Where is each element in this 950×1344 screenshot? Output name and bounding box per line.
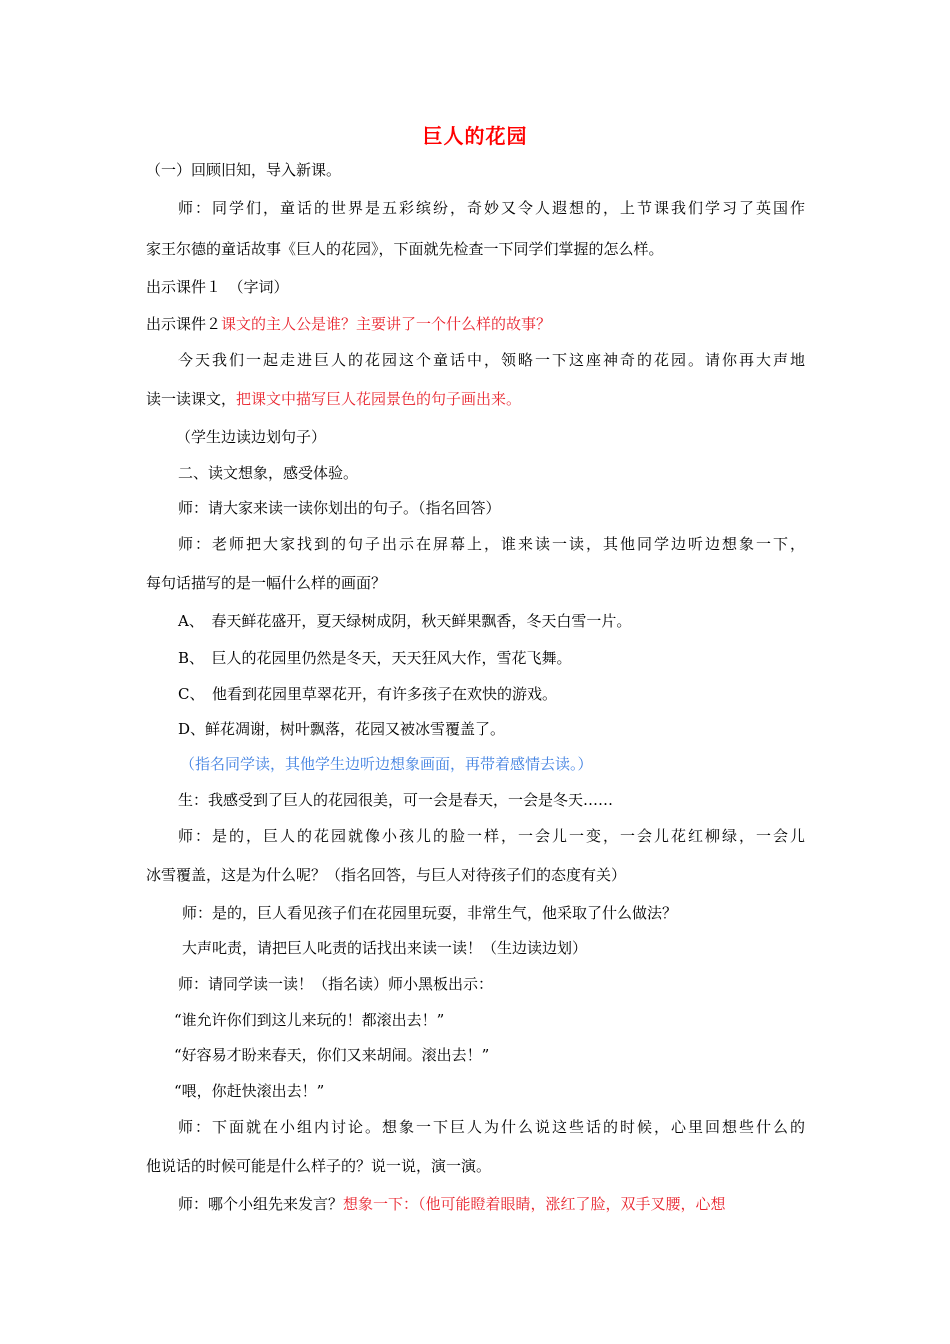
paragraph-child-face-1: 师：是的，巨人的花园就像小孩儿的脸一样，一会儿一变，一会儿花红柳绿，一会儿 [178, 827, 805, 845]
group-speak-imagine: 想象一下：（他可能瞪着眼睛，涨红了脸，双手叉腰，心想 [343, 1195, 726, 1213]
section-heading-two: 二、读文想象，感受体验。 [178, 464, 359, 482]
paragraph-reading-instruction: （指名同学读，其他学生边听边想象画面，再带着感情去读。） [180, 755, 593, 773]
paragraph-read-sentences: 师：请大家来读一读你划出的句子。（指名回答） [178, 499, 501, 517]
paragraph-courseware-2 [146, 314, 551, 334]
paragraph-today-2 [146, 389, 521, 409]
sentence-b: B、 巨人的花园里仍然是冬天，天天狂风大作，雪花飞舞。 [178, 649, 572, 667]
paragraph-screen-1: 师：老师把大家找到的句子出示在屏幕上，谁来读一读，其他同学边听边想象一下， [178, 535, 805, 553]
quote-1: “谁允许你们到这儿来玩的！都滚出去！” [174, 1011, 445, 1029]
paragraph-today-1: 今天我们一起走进巨人的花园这个童话中，领略一下这座神奇的花园。请你再大声地 [178, 351, 805, 369]
today-2-text: 读一读课文， [146, 390, 237, 408]
group-speak-question: 师：哪个小组先来发言？ [178, 1195, 344, 1213]
courseware-2-label: 出示课件２ [146, 315, 222, 333]
paragraph-teacher-intro-2: 家王尔德的童话故事《巨人的花园》，下面就先检查一下同学们掌握的怎么样。 [146, 240, 664, 258]
paragraph-child-face-2: 冰雪覆盖，这是为什么呢？（指名回答，与巨人对待孩子们的态度有关） [146, 866, 627, 884]
paragraph-student-response: 生：我感受到了巨人的花园很美，可一会是春天，一会是冬天…… [178, 791, 614, 809]
paragraph-screen-2: 每句话描写的是一幅什么样的画面？ [146, 574, 387, 592]
sentence-d: D、鲜花凋谢，树叶飘落，花园又被冰雪覆盖了。 [178, 720, 506, 738]
paragraph-discussion-2: 他说话的时候可能是什么样子的？说一说，演一演。 [146, 1157, 492, 1175]
quote-2: “好容易才盼来春天，你们又来胡闹。滚出去！” [174, 1046, 490, 1064]
paragraph-scold: 大声叱责，请把巨人叱责的话找出来读一读！（生边读边划） [182, 939, 588, 957]
quote-3: “喂，你赶快滚出去！” [174, 1082, 325, 1100]
today-2-task: 把课文中描写巨人花园景色的句子画出来。 [236, 390, 522, 408]
sentence-a: A、 春天鲜花盛开，夏天绿树成阴，秋天鲜果飘香，冬天白雪一片。 [178, 612, 632, 630]
paragraph-student-activity: （学生边读边划句子） [176, 428, 327, 446]
paragraph-courseware-1: 出示课件１ （字词） [146, 278, 289, 296]
courseware-2-question: 课文的主人公是谁？主要讲了一个什么样的故事？ [221, 315, 552, 333]
paragraph-teacher-intro-1: 师：同学们，童话的世界是五彩缤纷，奇妙又令人遐想的，上节课我们学习了英国作 [178, 199, 805, 217]
sentence-c: C、 他看到花园里草翠花开，有许多孩子在欢快的游戏。 [178, 685, 557, 703]
page-title: 巨人的花园 [422, 124, 528, 148]
paragraph-giant-angry: 师：是的，巨人看见孩子们在花园里玩耍，非常生气，他采取了什么做法？ [182, 904, 678, 922]
paragraph-discussion-1: 师：下面就在小组内讨论。想象一下巨人为什么说这些话的时候，心里回想些什么的 [178, 1118, 805, 1136]
paragraph-group-speak [178, 1194, 726, 1214]
paragraph-blackboard: 师：请同学读一读！（指名读）师小黑板出示： [178, 975, 494, 993]
paragraph-review: （一）回顾旧知，导入新课。 [146, 161, 342, 179]
